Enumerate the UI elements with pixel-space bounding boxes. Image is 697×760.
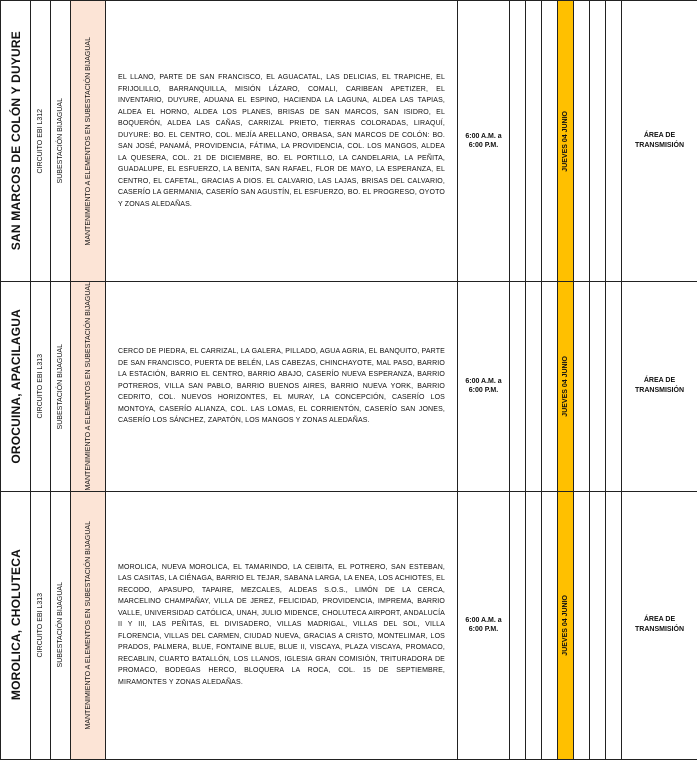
municipio-label: MOROLICA, CHOLUTECA bbox=[9, 549, 23, 700]
empty-cell bbox=[590, 491, 606, 759]
empty-cell bbox=[574, 1, 590, 282]
empty-cell bbox=[606, 491, 622, 759]
area-cell: ÁREA DE TRANSMISIÓN bbox=[622, 1, 697, 282]
horario-cell: 6:00 A.M. a 6:00 P.M. bbox=[458, 491, 510, 759]
trabajo-label: MANTENIMIENTO A ELEMENTOS EN SUBESTACIÓN BIJAGUAL bbox=[84, 282, 93, 491]
horario-cell: 6:00 A.M. a 6:00 P.M. bbox=[458, 282, 510, 492]
circuito-label: CIRCUITO EBI L313 bbox=[37, 354, 44, 418]
empty-cell bbox=[590, 282, 606, 492]
sectores-cell: CERCO DE PIEDRA, EL CARRIZAL, LA GALERA, PILLADO, AGUA AGRIA, EL BANQUITO, PARTE DE SAN FRANCISCO, PUERTA DE BELÉN, LAS CABEZAS, CHINCHAYOTE, MAL PASO, BARRIO LA ESTACIÓN, BARRIO EL CENTRO, BARRIO ABAJO, CASERÍO NUEVA ESPERANZA, BARRIO POTREROS, VILLA SAN PABLO, BARRIO BUENOS AIRES, BARRIO NUEVA YORK, BARRIO CEDRITO, COL. NUEVOS HORIZONTES, EL MURAY, LA CONCEPCIÓN, CASERÍO LOS MONTOYA, CASERÍO ALIANZA, COL. LAS LOMAS, EL CORRIENTÓN, CASERÍO SAN JONES, CASERÍO LOS SÁNCHEZ, ZAPATÓN, LOS MANGOS Y ZONAS ALEDAÑAS. bbox=[106, 282, 458, 492]
municipio-label: OROCUINA, APACILAGUA bbox=[9, 309, 23, 464]
horario-cell: 6:00 A.M. a 6:00 P.M. bbox=[458, 1, 510, 282]
trabajo-cell bbox=[71, 1, 106, 282]
trabajo-cell bbox=[71, 282, 106, 492]
dia-label: JUEVES 04 JUNIO bbox=[562, 595, 569, 656]
empty-cell bbox=[542, 1, 558, 282]
empty-cell bbox=[606, 282, 622, 492]
circuito-cell bbox=[31, 282, 51, 492]
area-cell: ÁREA DE TRANSMISIÓN bbox=[622, 491, 697, 759]
subestacion-label: SUBESTACIÓN BIJAGUAL bbox=[57, 344, 64, 429]
municipio-cell bbox=[1, 491, 31, 759]
subestacion-label: SUBESTACIÓN BIJAGUAL bbox=[57, 98, 64, 183]
dia-cell bbox=[558, 1, 574, 282]
empty-cell bbox=[526, 491, 542, 759]
empty-cell bbox=[574, 282, 590, 492]
table-row bbox=[1, 1, 697, 282]
table-row bbox=[1, 282, 697, 492]
circuito-cell bbox=[31, 1, 51, 282]
municipio-cell bbox=[1, 1, 31, 282]
empty-cell bbox=[526, 1, 542, 282]
empty-cell bbox=[510, 282, 526, 492]
municipio-cell bbox=[1, 282, 31, 492]
dia-cell bbox=[558, 282, 574, 492]
empty-cell bbox=[574, 491, 590, 759]
circuito-label: CIRCUITO EBI L313 bbox=[37, 593, 44, 657]
sectores-cell: MOROLICA, NUEVA MOROLICA, EL TAMARINDO, LA CEIBITA, EL POTRERO, SAN ESTEBAN, LAS CASITAS, LA CIÉNAGA, BARRIO EL TEJAR, SABANA LARGA, LA ENEA, LOS ACHIOTES, EL RECODO, APASUPO, TAPAIRE, MEZCALES, ALDEAS S.O.S., LIMÓN DE LA CERCA, MARCELINO CHAMPAÑAY, VILLA DE JEREZ, FELICIDAD, PROVIDENCIA, IMPREMA, BARRIO VALLE, UNIVERSIDAD CATÓLICA, UNAH, JULIO MIDENCE, CHOLUTECA AIRPORT, ANDALUCÍA II Y III, LAS PEÑITAS, EL DIVISADERO, VILLAS MADRIGAL, VILLAS DEL SOL, VILLA FLORENCIA, VILLAS DEL CARMEN, CIUDAD NUEVA, GRACIAS A CRISTO, MONTELIMAR, LOS PRADOS, PALMERA, BLUE, FONTAINE BLUE, BLUE II, VISCAYA, PLAZA VISCAYA, PROMACO, RECABLIN, CUARTO BATALLÓN, LOS LLANOS, IGLESIA GRAN COMISIÓN, TRITURADORA DE PROMACO, BODEGAS HERCO, BLOQUERA LA ROCA, COL. 15 DE SEPTIEMBRE, MIRAMONTES Y ZONAS ALEDAÑAS. bbox=[106, 491, 458, 759]
circuito-label: CIRCUITO EBI L312 bbox=[37, 109, 44, 173]
subestacion-label: SUBESTACIÓN BIJAGUAL bbox=[57, 582, 64, 667]
empty-cell bbox=[526, 282, 542, 492]
sectores-cell: EL LLANO, PARTE DE SAN FRANCISCO, EL AGUACATAL, LAS DELICIAS, EL TRAPICHE, EL FRIJOLILLO, BARRANQUILLA, MISIÓN LÁZARO, COMALI, CARIBEAN APETIZER, EL INVENTARIO, DUYURE, ADUANA EL ESPINO, HACIENDA LA LAGUNA, ALDEA LAS TAPIAS, ALDEA EL HORNO, ALDEA LOS PLANES, BRISAS DE SAN MARCOS, SAN ISIDRO, EL BOQUERÓN, ALDEA LAS CAÑAS, CARRIZAL PRIETO, TIERRAS COLORADAS, LIRAQUÍ, DUYURE: BO. EL CENTRO, COL. MEJÍA ARELLANO, ORBASA, SAN MARCOS DE COLÓN: BO. SAN JOSÉ, PANAMÁ, PROVIDENCIA, FÁTIMA, LA PROVIDENCIA, COL. LOS MANGOS, ALDEA LA QUESERA, COL. 21 DE DICIEMBRE, BO. EL PORTILLO, LA CANDELARIA, LA PEÑITA, GUADALUPE, EL ESFUERZO, LA BENITA, SAN RAFAEL, FLOR DE MAYO, LA ESPERANZA, EL CENTRO, EL CAFETAL, GRACIAS A DIOS. EL CALVARIO, LAS LAJAS, BRISAS DEL CALVARIO, CASERÍO LA GERMANIA, CASERÍO SAN AGUSTÍN, EL ESFUERZO, BO. EL PROGRESO, OYOTO Y ZONAS ALEDAÑAS. bbox=[106, 1, 458, 282]
dia-label: JUEVES 04 JUNIO bbox=[562, 356, 569, 417]
empty-cell bbox=[510, 1, 526, 282]
subestacion-cell bbox=[51, 1, 71, 282]
subestacion-cell bbox=[51, 491, 71, 759]
dia-label: JUEVES 04 JUNIO bbox=[562, 111, 569, 172]
municipio-label: SAN MARCOS DE COLÓN Y DUYURE bbox=[9, 31, 23, 250]
empty-cell bbox=[542, 282, 558, 492]
table-row bbox=[1, 491, 697, 759]
empty-cell bbox=[510, 491, 526, 759]
empty-cell bbox=[606, 1, 622, 282]
area-cell: ÁREA DE TRANSMISIÓN bbox=[622, 282, 697, 492]
circuito-cell bbox=[31, 491, 51, 759]
trabajo-cell bbox=[71, 491, 106, 759]
dia-cell bbox=[558, 491, 574, 759]
trabajo-label: MANTENIMIENTO A ELEMENTOS EN SUBESTACIÓN BIJAGUAL bbox=[84, 521, 93, 730]
empty-cell bbox=[590, 1, 606, 282]
empty-cell bbox=[542, 491, 558, 759]
subestacion-cell bbox=[51, 282, 71, 492]
trabajo-label: MANTENIMIENTO A ELEMENTOS EN SUBESTACIÓN BIJAGUAL bbox=[84, 37, 93, 246]
